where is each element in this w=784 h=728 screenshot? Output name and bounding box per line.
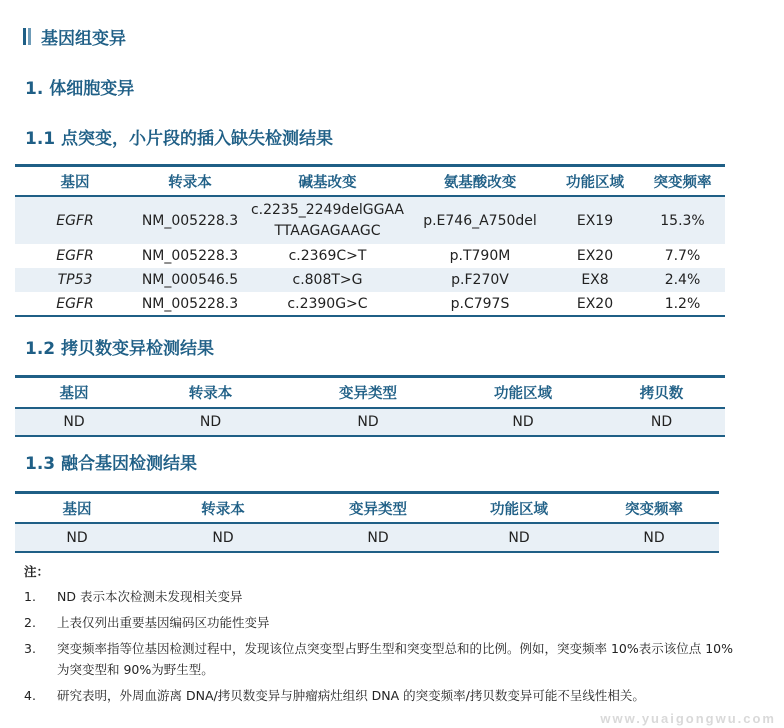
section-title-text: 基因组变异 bbox=[41, 29, 126, 49]
cell-variant-type: ND bbox=[367, 529, 389, 546]
note-number: 4. bbox=[24, 688, 36, 703]
header-frequency: 突变频率 bbox=[589, 493, 719, 524]
header-region: 功能区域 bbox=[449, 493, 589, 524]
cnv-table bbox=[15, 375, 725, 437]
cell-frequency: ND bbox=[643, 529, 665, 546]
cell-gene: EGFR bbox=[56, 212, 94, 229]
cell-aa-change: p.F270V bbox=[451, 272, 509, 288]
cell-region: EX20 bbox=[576, 295, 614, 312]
note-item bbox=[24, 638, 744, 680]
cell-transcript: NM_000546.5 bbox=[141, 272, 239, 288]
table-row bbox=[15, 244, 725, 268]
cell-region: ND bbox=[512, 414, 534, 430]
cell-region: ND bbox=[508, 529, 530, 546]
cell-aa-change: p.E746_A750del bbox=[423, 212, 537, 229]
cell-base-change: c.808T>G bbox=[292, 272, 363, 288]
cell-base-change: c.2390G>C bbox=[287, 295, 368, 312]
header-variant-type: 变异类型 bbox=[288, 377, 448, 409]
note-item bbox=[24, 685, 744, 706]
section-title bbox=[23, 24, 126, 49]
notes-title: 注： bbox=[24, 564, 50, 579]
note-item bbox=[24, 586, 744, 607]
cell-base-change: c.2369C>T bbox=[288, 248, 367, 264]
table-row bbox=[15, 292, 725, 316]
heading-snv: 1.1 点突变，小片段的插入缺失检测结果 bbox=[25, 129, 334, 149]
snv-table bbox=[15, 164, 725, 317]
cell-transcript: ND bbox=[199, 414, 222, 430]
header-region: 功能区域 bbox=[448, 377, 598, 409]
header-transcript: 转录本 bbox=[133, 377, 288, 409]
cell-variant-type: ND bbox=[357, 414, 379, 430]
cell-frequency: 7.7% bbox=[664, 248, 701, 264]
section-bar-icon bbox=[23, 28, 31, 45]
note-number: 2. bbox=[24, 615, 36, 630]
cell-gene: EGFR bbox=[56, 295, 94, 312]
header-variant-type: 变异类型 bbox=[307, 493, 449, 524]
header-gene: 基因 bbox=[15, 166, 135, 197]
note-number: 3. bbox=[24, 641, 36, 656]
cell-aa-change: p.T790M bbox=[449, 248, 511, 264]
cell-gene: ND bbox=[63, 414, 85, 430]
heading-fusion: 1.3 融合基因检测结果 bbox=[25, 454, 198, 474]
table-row bbox=[15, 268, 725, 292]
cell-copy-number: ND bbox=[650, 414, 673, 430]
header-region: 功能区域 bbox=[550, 166, 640, 197]
base-change-line2: TTAAGAGAAGC bbox=[274, 222, 381, 239]
cell-frequency: 2.4% bbox=[664, 272, 701, 288]
cell-transcript: NM_005228.3 bbox=[141, 248, 239, 264]
note-text: 上表仅列出重要基因编码区功能性变异 bbox=[57, 615, 270, 630]
heading-somatic: 1. 体细胞变异 bbox=[25, 79, 135, 99]
watermark: www.yuaigongwu.com bbox=[600, 711, 776, 726]
cell-gene: ND bbox=[66, 529, 88, 546]
header-copy-number: 拷贝数 bbox=[598, 377, 725, 409]
header-frequency: 突变频率 bbox=[640, 166, 725, 197]
base-change-line1: c.2235_2249delGGAA bbox=[250, 201, 405, 218]
header-aa-change: 氨基酸改变 bbox=[410, 166, 550, 197]
note-text: ND 表示本次检测未发现相关变异 bbox=[57, 589, 243, 604]
cell-transcript: NM_005228.3 bbox=[141, 295, 239, 312]
table-row bbox=[15, 408, 725, 436]
cell-region: EX19 bbox=[576, 212, 614, 229]
header-gene: 基因 bbox=[15, 377, 133, 409]
header-base-change: 碱基改变 bbox=[245, 166, 410, 197]
fusion-table bbox=[15, 491, 719, 553]
fusion-header-row bbox=[15, 493, 719, 524]
header-transcript: 转录本 bbox=[139, 493, 307, 524]
cell-frequency: 15.3% bbox=[660, 212, 705, 229]
cell-region: EX20 bbox=[576, 248, 614, 264]
notes bbox=[24, 562, 744, 711]
cell-aa-change: p.C797S bbox=[450, 295, 510, 312]
cnv-header-row bbox=[15, 377, 725, 409]
cell-frequency: 1.2% bbox=[664, 295, 701, 312]
table-row bbox=[15, 196, 725, 244]
note-item bbox=[24, 612, 744, 633]
snv-header-row bbox=[15, 166, 725, 197]
header-gene: 基因 bbox=[15, 493, 139, 524]
note-text: 研究表明，外周血游离 DNA/拷贝数变异与肿瘤病灶组织 DNA 的突变频率/拷贝数变异可能不呈线性相关。 bbox=[57, 688, 645, 703]
note-number: 1. bbox=[24, 589, 36, 604]
header-transcript: 转录本 bbox=[135, 166, 245, 197]
cell-region: EX8 bbox=[581, 272, 609, 288]
heading-cnv: 1.2 拷贝数变异检测结果 bbox=[25, 339, 215, 359]
cell-gene: TP53 bbox=[57, 272, 93, 288]
note-text: 突变频率指等位基因检测过程中，发现该位点突变型占野生型和突变型总和的比例。例如，突变频率 10%表示该位点 10%为突变型和 90%为野生型。 bbox=[57, 641, 734, 677]
cell-gene: EGFR bbox=[56, 248, 94, 264]
cell-base-change bbox=[245, 196, 410, 244]
cell-transcript: ND bbox=[212, 529, 234, 546]
table-row bbox=[15, 523, 719, 552]
cell-transcript: NM_005228.3 bbox=[141, 212, 239, 229]
